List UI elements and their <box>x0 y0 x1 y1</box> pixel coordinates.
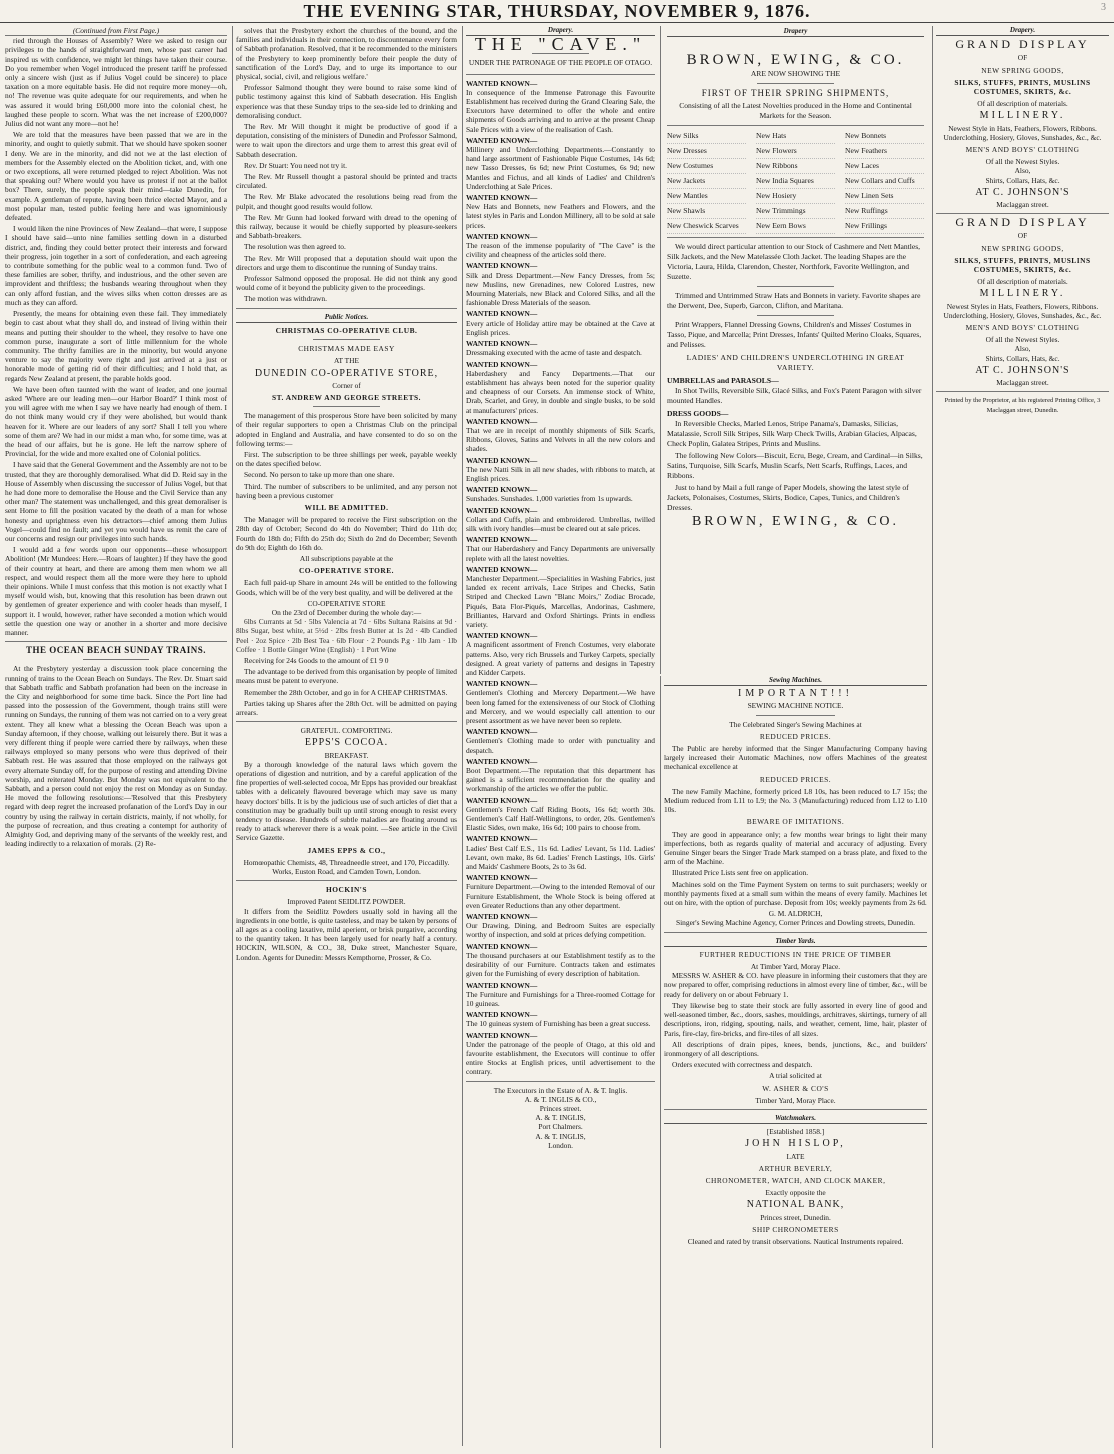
wanted-known-item <box>466 309 655 337</box>
speech-paragraph: The motion was withdrawn. <box>244 294 327 304</box>
ad-text: In Reversible Checks, Marled Lenos, Stripe Panama's, Damasks, Silicias, Matalassie, Scroll Silk Stripes, Silk Warp Check Twills, Arabian Glacies, Alpacas, Check Poplin, Galatea Stripes, Prints and Muslins. <box>667 419 917 448</box>
speech-paragraph: Professor Salmond opposed the proposal. He did not think any good would come of it beyond the publicity given to the proceedings. <box>236 274 457 293</box>
ad-line: At Timber Yard, Moray Place. <box>750 962 841 972</box>
ad-line: AT C. JOHNSON'S <box>975 186 1070 198</box>
speech-paragraph: I would liken the nine Provinces of New Zealand—that were, I suppose I should have said—unto nine families settling down in a disturbed district, and, finding they could better protect their interests and forward their progress, join together in a sort of confederation, and each agreeing to contribute something for the public weal to a common fund. Two of these families are sober, thrifty, and industrious, and the other seven are improvident and thriftless; the husbands wearing throughout when they can only afford fustian, and the wives silks when cotton dresses are as much as they can afford. <box>5 224 227 307</box>
ad-line: Newest Style in Hats, Feathers, Flowers, Ribbons. <box>948 123 1097 133</box>
ad-title: FURTHER REDUCTIONS IN THE PRICE OF TIMBER <box>699 949 892 959</box>
ad-section: DRESS GOODS— <box>667 409 729 418</box>
ad-line: [Established 1858.] <box>766 1127 825 1137</box>
ad-line: Cleaned and rated by transit observations. Nautical Instruments repaired. <box>687 1236 904 1246</box>
wanted-known-item <box>466 981 655 1009</box>
speech-paragraph: The Rev. Mr Gunn had looked forward with dread to the opening of this railway, because it would be chiefly supported by pleasure-seekers and Sabbath-breakers. <box>236 212 457 241</box>
johnson-ads <box>936 37 1109 388</box>
divider <box>5 641 227 642</box>
ad-line: All subscriptions payable at the <box>299 553 394 563</box>
ad-line: BREAKFAST. <box>324 750 369 760</box>
divider <box>757 83 834 84</box>
ad-firm: JAMES EPPS & CO., <box>307 845 386 855</box>
ad-text: They likewise beg to state their stock are fully assorted in every line of good and well-seasoned timber, &c., doors, sashes, mouldings, architraves, skirtings, turnery of all descriptions, iron, ridging, spouting, nails, and weather, cement, lime, hair, plaster of Paris, fire-clay, fire-bricks, and fire-tiles of all sizes. <box>664 1000 927 1038</box>
wanted-known-item <box>466 727 655 755</box>
item-text: Gentlemen's Clothing and Mercery Department.—We have been long famed for the extensiveness of our Stock of Clothing and Mercery, and we would especially call attention to our present assortment as we have never been so replete. <box>466 688 655 726</box>
speech-paragraph: The Rev. Mr Will proposed that a deputation should wait upon the directors and urge them to discontinue the running of Sunday trains. <box>236 253 457 272</box>
novelty-item: New Cheswick Scarves <box>667 219 746 234</box>
ad-line: Of all the Newest Styles. <box>985 157 1060 167</box>
ad-line: REDUCED PRICES. <box>759 774 832 784</box>
ad-line: WILL BE ADMITTED. <box>304 502 389 512</box>
item-heading: WANTED KNOWN— <box>466 912 538 922</box>
item-heading: WANTED KNOWN— <box>466 941 538 951</box>
ad-line: Improved Patent SEIDLITZ POWDER. <box>287 897 406 907</box>
wanted-known-item <box>466 456 655 484</box>
divider <box>756 715 835 716</box>
wanted-known-item <box>466 631 655 677</box>
novelty-item: New Mantles <box>667 189 746 204</box>
column-1 <box>2 26 230 1448</box>
item-text: Sunshades. Sunshades. 1,000 varieties from 1s upwards. <box>466 494 633 504</box>
ad-line: Shirts, Collars, Hats, &c. <box>985 175 1060 185</box>
wanted-known-item <box>466 261 655 307</box>
ad-title: BROWN, EWING, & CO. <box>686 52 905 68</box>
ad-line: AT THE <box>334 356 359 366</box>
item-heading: WANTED KNOWN— <box>466 455 538 465</box>
continued-line: (Continued from First Page.) <box>5 26 227 36</box>
wanted-known-item <box>466 485 655 503</box>
column-5 <box>932 26 1112 1448</box>
divider <box>664 1109 927 1110</box>
item-heading: WANTED KNOWN— <box>466 416 538 426</box>
speech-paragraph: We have been often taunted with the want of leader, and one journal asked 'Where are our leading men—our Harbor Board?' I think most of you will agree with me when I say we have nearly had enough of them. I do not think many would cry if they were abolished, but would thank heaven for it. Where are our leaders of any sort? Shall I tell you where some of them are? We had in our midst a man who, for some time, was at the head of our affairs, but he is gone. He left the narrow sphere of Provincial, for the wide and more exalted one of Colonial politics. <box>5 384 227 459</box>
ad-line: Princes street. <box>539 1103 582 1113</box>
wanted-known-item <box>466 193 655 230</box>
ad-text: All descriptions of drain pipes, knees, bends, junctions, &c., and builders' ironmongery of all descriptions. <box>664 1039 927 1058</box>
divider <box>313 406 379 407</box>
ad-line: OF <box>1017 231 1028 241</box>
ad-text: The management of this prosperous Store have been solicited by many of their regular supporters to open a Christmas Club on the principal adopted in England and Australia, and have consented to do so on the following terms:— <box>236 411 457 448</box>
novelty-item: New Linen Sets <box>845 189 924 204</box>
item-text: The new Natti Silk in all new shades, with ribbons to match, at English prices. <box>466 464 655 483</box>
divider <box>313 339 379 340</box>
article-body: At the Presbytery yesterday a discussion took place concerning the running of trains to the Ocean Beach on Sundays. The Rev. Dr. Stuart said that Sabbath traffic and Sabbath profanation had been on the increase in the City and neighborhood for some time back. Since the Port line had passed into the possession of the Government, though trains still were running on Sundays, the running of them was not carried on to a very great extent. They all knew what a blessing the Ocean Beach was upon a Sunday afternoon, if they choose, walking out leisurely there. But it was a very different thing if people were carried there by railways, when these railways employed so many persons who were thus deprived of their Sabbath rest. He was assured that those employed on the railways got every alternate Sunday off, for the purpose of resting and attending Divine worship, and reiterated Monday. But Monday was not equivalent to the Sabbath, and a person could not enjoy the rest on Monday as on Sunday. He moved the following resolutions:—'Resolved that this Presbytery regard with deep regret the increased profanation of the Lord's Day in our country by using the railway in certain districts, mainly, if not wholly, for the purpose of recreation, and thus creating a contempt for authority of Almighty God, and depriving many of the servants of the weekly rest, and leading indirectly to a relaxation of morals. (2) Re- <box>5 664 227 849</box>
ad-subtitle: LADIES' AND CHILDREN'S UNDERCLOTHING IN GREAT VARIETY. <box>686 353 905 372</box>
ad-line: Maclaggan street. <box>996 200 1049 210</box>
divider <box>936 213 1109 214</box>
ad-line: LATE <box>786 1151 805 1161</box>
ad-text: The new Family Machine, formerly priced L8 10s, has been reduced to L7 15s; the Medium reduced from L11 to L9; the No. 3 (Manufacturing) reduced from L12 to L10 10s. <box>664 786 927 815</box>
ad-line: Exactly opposite the <box>765 1188 826 1198</box>
item-heading: WANTED KNOWN— <box>466 679 538 689</box>
ad-line: GRAND DISPLAY <box>955 215 1090 230</box>
ad-text: Second. No person to take up more than one share. <box>244 470 395 480</box>
ad-line: GRAND DISPLAY <box>955 37 1090 52</box>
speech-paragraph: The Rev. Mr Will thought it might be productive of good if a deputation, consisting of the ministers of Dunedin and Professor Salmond, were to wait upon the directors and urge them to arrest this great evil of Sabbath desecration. <box>236 122 457 159</box>
divider <box>936 391 1109 392</box>
ad-line: SILKS, STUFFS, PRINTS, MUSLINS COSTUMES, SKIRTS, &c. <box>954 255 1091 275</box>
divider <box>236 880 457 881</box>
ad-text: Third. The number of subscribers to be unlimited, and any person not having been a previous customer <box>236 481 457 500</box>
ad-text: First. The subscription to be three shillings per week, payable weekly on the dates specified below. <box>236 449 457 469</box>
speech-paragraph: I would add a few words upon our opponents—these whosupport Abolition! (Mr Mundees: Here.—Roars of laughter.) If they have the good of their country at heart, and there are among them men whom we all respect, and would respect them all the more were they here to uphold their opinions. While I must confess that this motion is not exactly what I myself would wish, but, knowing that this resolution has been drawn out by gentlemen of greater experience and with cooler heads than myself, I support it. I would, however, rather have seconded a motion which would settle the question one way or another in a shorter and more decisive manner. <box>5 545 227 637</box>
ad-line: ARTHUR BEVERLY, <box>758 1163 833 1173</box>
item-heading: WANTED KNOWN— <box>466 359 538 369</box>
novelty-item: New Eern Bows <box>756 219 835 234</box>
item-text: The 10 guineas system of Furnishing has been a great success. <box>466 1019 651 1029</box>
ad-text: The following New Colors—Biscuit, Ecru, Bege, Cream, and Cardinal—in Silks, Satins, Turquoise, Silk Scarfs, Muslin Scarfs, Nett Scarfs, Ruffings, Laces, and Ribbons. <box>667 451 923 480</box>
ad-subtitle: CHRISTMAS MADE EASY <box>298 344 395 354</box>
ad-line: Maclaggan street. <box>996 378 1049 388</box>
ad-patronage: UNDER THE PATRONAGE OF THE PEOPLE OF OTAGO. <box>468 58 653 68</box>
item-text: That our Haberdashery and Fancy Departments are universally replete with all the latest novelties. <box>466 544 655 563</box>
speech-paragraph: ried through the Houses of Assembly? Were we asked to resign our privileges to the hands of straightforward men, whose past career had inspired us with confidence, we might let things have taken their course. Do you remember when Vogel introduced the present tariff he professed only a sincere wish (just as if Julius Vogel could be sincere) to place taxation on a more equitable basis. He did not require more money—oh, no! The revenue was quite adequate for our requirements, and when he was assured it would bring £60,000 more into the colonial chest, he laughed these people to scorn. What was the net increase of £200,000? Julius did not want any more—not he! <box>5 36 227 129</box>
wanted-known-item <box>466 796 655 833</box>
item-heading: WANTED KNOWN— <box>466 135 538 145</box>
item-heading: WANTED KNOWN— <box>466 1010 538 1020</box>
item-heading: WANTED KNOWN— <box>466 485 538 495</box>
item-text: Manchester Department.—Specialities in Washing Fabrics, just landed ex recent arrivals, Lace Stripes and Checks, Satin Striped and Checked Lawn "Blanc Moirs," Zodiac Brocade, Piqués, Bata Flor-Piqués, Marcellas, Andorinas, Cashmere, Brilliantes, Harvard and Oxford Shirtings. Prints in endless variety. <box>466 573 655 629</box>
ad-line: CO-OPERATIVE STORE. <box>298 566 395 576</box>
ad-line: Shirts, Collars, Hats, &c. <box>985 353 1060 363</box>
ad-text: Print Wrappers, Flannel Dressing Gowns, Children's and Misses' Costumes in Tasso, Pique, and Marcella; Print Dresses, Infants' Quilted Merino Cloaks, Squares, and Pelisses. <box>667 320 922 349</box>
wanted-known-item <box>466 339 655 357</box>
novelty-item: New Jackets <box>667 174 746 189</box>
ad-text: MESSRS W. ASHER & CO. have pleasure in informing their customers that they are now prepared to offer, comprising reductions in almost every line of timber, &c., will be ready for delivery on or about February 1. <box>664 971 927 999</box>
item-heading: WANTED KNOWN— <box>466 505 538 515</box>
ad-signature: A. & T. INGLIS, <box>535 1131 586 1141</box>
section-header: Drapery <box>667 26 924 37</box>
ad-text: By a thorough knowledge of the natural laws which govern the operations of digestion and nutrition, and by a careful application of the fine properties of well-selected cocoa, Mr Epps has provided our breakfast tables with a delicately flavoured beverage which may save us many heavy doctors' bills. It is by the judicious use of such articles of diet that a constitution may be gradually built up until strong enough to resist every tendency to disease. Hundreds of subtle maladies are floating around us ready to attack wherever there is a weak point. —See article in the Civil Service Gazette. <box>236 759 457 843</box>
item-heading: WANTED KNOWN— <box>466 834 538 844</box>
section-header: Drapery. <box>466 26 655 36</box>
novelty-item: New Shawls <box>667 204 746 219</box>
ad-line: GRATEFUL. COMFORTING. <box>300 726 393 736</box>
novelty-item: New Flowers <box>756 144 835 159</box>
novelty-item: New Dresses <box>667 144 746 159</box>
ad-line: AT C. JOHNSON'S <box>975 364 1070 376</box>
item-text: Gentlemen's French Calf Riding Boots, 16s 6d; worth 30s. Gentlemen's Calf Half-Wellingtons, to order, 20s. Gentlemen's Elastic Sides, own make, 16s 6d; 100 pairs to choose from. <box>466 804 655 833</box>
ad-line: NEW SPRING GOODS, <box>981 65 1064 75</box>
speech-paragraph: The resolution was then agreed to. <box>244 242 346 252</box>
ad-items <box>466 79 655 1077</box>
ad-line: Of all description of materials. <box>977 277 1068 287</box>
ad-line: Port Chalmers. <box>538 1122 583 1132</box>
ad-line: Princes street, Dunedin. <box>760 1212 831 1222</box>
novelty-item: New Collars and Cuffs <box>845 174 924 189</box>
ad-line: Underclothing, Hosiery, Gloves, Sunshades, &c., &c. <box>943 132 1102 142</box>
item-heading: WANTED KNOWN— <box>466 231 538 241</box>
item-text: Collars and Cuffs, plain and embroidered. Umbrellas, twilled silk with ivory handles—must be cleared out at sale prices. <box>466 514 655 533</box>
item-text: Furniture Department.—Owing to the intended Removal of our Furniture Establishment, the Whole Stock is being offered at even Greater Reductions than any other department. <box>466 882 655 910</box>
ad-store-name: DUNEDIN CO-OPERATIVE STORE, <box>254 367 439 379</box>
ad-line: Timber Yard, Moray Place. <box>755 1095 836 1105</box>
speech-paragraph: Rev. Dr Stuart: You need not try it. <box>244 160 347 170</box>
ad-title: JOHN HISLOP, <box>745 1138 846 1150</box>
novelty-item: New Ruffings <box>845 204 924 219</box>
divider <box>236 308 457 309</box>
ad-text: They are good in appearance only; a few months wear brings to light their many imperfections, both as regards quality of material and accuracy of adjusting. Every Genuine Singer bears the Singer Trade Mark stamped on a brass plate, and fixed to the arm of the Machine. <box>664 829 927 867</box>
divider <box>757 286 834 287</box>
item-heading: WANTED KNOWN— <box>466 535 538 545</box>
novelty-item: New Ribbons <box>756 159 835 174</box>
ad-line: CHRONOMETER, WATCH, AND CLOCK MAKER, <box>705 1175 886 1185</box>
item-heading: WANTED KNOWN— <box>466 564 538 574</box>
brown-ewing-ad <box>660 26 930 674</box>
divider <box>664 932 927 933</box>
ad-line: A trial solicited at <box>769 1071 822 1081</box>
speech-paragraph: Presently, the means for obtaining even these fail. They immediately begin to cast about what they shall do, and instead of living within their means and putting their shoulder to the wheel, they resolve to have one common purse, inaugurate a sort of little millennium for the whole community. The thrifty families are in the minority, but would anyone venture to say the majority were right and just arrived at a just or honorable mode of getting rid of their difficulties; and I hold that, as regards New Zealand at present, the parable holds good. <box>5 309 227 383</box>
ad-line: OF <box>1017 53 1028 63</box>
ad-line: On the 23rd of December during the whole day:— <box>271 607 422 617</box>
item-heading: WANTED KNOWN— <box>466 631 538 641</box>
item-heading: WANTED KNOWN— <box>466 193 538 203</box>
ad-line: BEWARE OF IMITATIONS. <box>746 817 845 827</box>
wanted-known-item <box>466 1010 655 1028</box>
ad-line: REDUCED PRICES. <box>759 731 832 741</box>
johnson-ad <box>936 37 1109 210</box>
ad-line: Homœopathic Chemists, 48, Threadneedle street, and 170, Piccadilly. Works, Euston Road, and Camden Town, London. <box>243 857 450 877</box>
item-text: The reason of the immense popularity of "The Cave" is the civility and cheapness of the articles sold there. <box>466 241 655 260</box>
ad-line: The Executors in the Estate of A. & T. Inglis. <box>493 1085 628 1095</box>
novelty-item: New Frillings <box>845 219 924 234</box>
wanted-known-item <box>466 679 655 725</box>
article-heading: THE OCEAN BEACH SUNDAY TRAINS. <box>26 645 206 656</box>
speech-paragraph: We are told that the measures have been passed that we are in the minority, and ought to quietly submit. That we should have spoken sooner I deny. We are in the minority, and did not we at the last election of members for the Assembly elected on the Abolition ticket, and, with one or two exceptions, all were returned pledged to reject Abolition. Was not that speaking out? Where would you have us protest if not at the ballot box? There, surely, the people speak their mind—take Dunedin, for example. A gentleman of repute, having been thrice elected Mayor, and a most popular man, tested public feeling here and was ignominiously defeated. <box>5 130 227 223</box>
speech-paragraph: The Rev. Mr Blake advocated the resolutions being read from the pulpit, and thought good results would follow. <box>236 192 457 211</box>
ad-text: The Public are hereby informed that the Singer Manufacturing Company having largely increased their Automatic Machines, now offers Machines of the greatest mechanical excellence at <box>664 744 927 772</box>
ad-address: ST. ANDREW AND GEORGE STREETS. <box>271 392 422 402</box>
ad-line: Also, <box>1014 344 1031 354</box>
ad-text: Each full paid-up Share in amount 24s will be entitled to the following Goods, which will be of the very best quality, and will be delivered at the <box>236 578 457 597</box>
ad-text: Receiving for 24s Goods to the amount of £1 9 0 <box>244 655 389 665</box>
ad-text: Orders executed with correctness and despatch. <box>672 1060 813 1070</box>
speech-paragraph: Professor Salmond thought they were bound to raise some kind of public testimony against this kind of Sabbath desecration. His English experience was that these Sunday trips to the sea-side led to drinking and demoralising conduct. <box>236 83 457 120</box>
wanted-known-item <box>466 1031 655 1077</box>
item-text: New Hats and Bonnets, new Feathers and Flowers, and the latest styles in Paris and London Millinery, all to be sold at sale prices. <box>466 202 655 230</box>
ad-signature: G. M. ALDRICH, <box>768 909 823 919</box>
ad-signature: A. & T. INGLIS, <box>535 1113 586 1123</box>
ad-text: Machines sold on the Time Payment System on terms to suit purchasers; weekly or monthly payments fixed at a small sum within the means of every family. Machines let out on hire, with the option of purchase. Deposit from 10s; weekly payments from 2s 6d. <box>664 879 927 908</box>
newspaper-title: THE EVENING STAR, THURSDAY, NOVEMBER 9, 1876. <box>303 1 811 21</box>
column-4-lower <box>660 676 930 1448</box>
section-header: Drapery. <box>936 26 1109 36</box>
section-header: Timber Yards. <box>664 937 927 947</box>
speech-paragraph: I have said that the General Government and the Assembly are not to be trusted, that they are thoroughly demoralised. What did D. Reid say in the House of Assembly when discussing the successor of Julius Vogel, but that he had done more to demoralise the House and the Civil Service than any other man? The statement was unchallenged, and this great demoraliser is sent Home to fill the position vacated by the death of a man for whose honesty and uprightness even his detractors—chief among them Julius Vogel—could find no fault; and yet you would have us remit the care of our concerns and resign our privileges into such hands. <box>5 460 227 543</box>
ad-text: Just to hand by Mail a full range of Paper Models, showing the latest style of Jackets, Polonaises, Costumes, Skirts, Bodice, Capes, Tunics, and Children's Dresses. <box>667 483 909 512</box>
item-heading: WANTED KNOWN— <box>466 873 538 883</box>
ad-line: SILKS, STUFFS, PRINTS, MUSLINS COSTUMES, SKIRTS, &c. <box>954 77 1091 97</box>
ad-title: EPPS'S COCOA. <box>304 737 389 749</box>
ad-title: CHRISTMAS CO-OPERATIVE CLUB. <box>275 325 418 335</box>
ad-line: SEWING MACHINE NOTICE. <box>747 701 844 711</box>
ad-text: The advantage to be derived from this organisation by people of limited means must be patent to everyone. <box>236 667 457 686</box>
item-text: Boot Department.—The reputation that this department has gained is a sufficient recommendation for the quality and workmanship of the articles we offer the public. <box>466 766 655 794</box>
johnson-ad <box>936 215 1109 388</box>
item-heading: WANTED KNOWN— <box>466 339 538 349</box>
item-text: Under the patronage of the people of Otago, at this old and favourite establishment, the Executors will continue to offer entire Stocks at English prices, until advertisement to the contrary. <box>466 1039 655 1077</box>
wanted-known-item <box>466 535 655 563</box>
ad-line: Newest Styles in Hats, Feathers, Flowers, Ribbons. <box>946 301 1099 311</box>
wanted-known-item <box>466 360 655 415</box>
ad-line: CO-OPERATIVE STORE <box>307 598 386 608</box>
divider <box>83 659 150 660</box>
divider <box>466 74 655 75</box>
section-header: Public Notices. <box>236 313 457 323</box>
ad-line: NEW SPRING GOODS, <box>981 243 1064 253</box>
masthead <box>0 0 1114 23</box>
ad-line: ARE NOW SHOWING THE <box>750 69 841 78</box>
goods-list: 6lbs Currants at 5d · 5lbs Valencia at 7d · 6lbs Sultana Raisins at 9d · 8lbs Sugar, best white, at 5½d · 2lbs fresh Butter at 1s 2d · 4lb Candied Peel · 2oz Spice · 2lb Best Tea · 6lb Flour · 2 Pounds P.g · 1lb Jam · 1lb Coffee · 1 Bottle Ginger Wine (English) · 1 Port Wine <box>236 617 457 654</box>
item-heading: WANTED KNOWN— <box>466 261 538 271</box>
ad-title: HOCKIN'S <box>326 885 367 895</box>
divider <box>236 721 457 722</box>
novelty-item: New Silks <box>667 129 746 144</box>
section-header: Watchmakers. <box>664 1114 927 1124</box>
novelty-item: New Hosiery <box>756 189 835 204</box>
wanted-known-item <box>466 942 655 979</box>
ad-text: Remember the 28th October, and go in for A CHEAP CHRISTMAS. <box>244 687 448 697</box>
novelty-item: New Feathers <box>845 144 924 159</box>
ad-text: The Manager will be prepared to receive the First subscription on the 28th day of October; Second do 4th do November; Third do 11th do; Fourth do 18th do; Fifth do 25th do; Sixth do 2nd do December; Seventh do 9th do; Eighth do 16th do. <box>236 515 457 552</box>
novelty-item: New Hats <box>756 129 835 144</box>
ad-text: Parties taking up Shares after the 28th Oct. will be admitted on paying arrears. <box>236 698 457 717</box>
ad-section: UMBRELLAS and PARASOLS— <box>667 376 779 385</box>
wanted-known-item <box>466 79 655 134</box>
speech-paragraph: The Rev. Mr Russell thought a pastoral should be printed and tracts circulated. <box>236 172 457 191</box>
wanted-known-item <box>466 912 655 940</box>
item-text: The thousand purchasers at our Establishment testify as to the desirability of our Furniture. Contracts taken and estimates given for the Furnishing of every description of habitation. <box>466 950 655 979</box>
ad-line: Consisting of all the Latest Novelties produced in the Home and Continental Markets for the Season. <box>679 101 912 120</box>
column-3 <box>462 26 658 1446</box>
wanted-known-item <box>466 506 655 534</box>
ad-line: MEN'S AND BOYS' CLOTHING <box>965 323 1080 333</box>
item-text: Dressmaking executed with the acme of taste and despatch. <box>466 348 642 358</box>
item-text: Haberdashery and Fancy Departments.—That our establishment has always been noted for the superior quality and cheapness of our Corsets. An immense stock of White, Drab, Scarlet, and Grey, in double and single busks, to be sold at manufacturers' prices. <box>466 368 655 415</box>
item-heading: WANTED KNOWN— <box>466 309 538 319</box>
ad-line: London. <box>548 1140 573 1150</box>
novelty-item: New India Squares <box>756 174 835 189</box>
wanted-known-item <box>466 834 655 871</box>
ad-line: NATIONAL BANK, <box>746 1199 845 1211</box>
ad-line: Of all description of materials. <box>977 99 1068 109</box>
ad-text: It differs from the Seidlitz Powders usually sold in having all the ingredients in one bottle, is quite tasteless, and may be taken by persons of all ages as a cooling laxative, mild aperient, or brisk purgative, according to the quantity taken. It has been largely used for nearly half a century. HOCKIN, WILSON, & CO., 38, Duke street, Manchester Square, London. Agents for Dunedin: Messrs Kempthorne, Prosser, & Co. <box>236 906 457 962</box>
item-text: Our Drawing, Dining, and Bedroom Suites are especially worthy of inspection, and sold at prices defying competition. <box>466 921 655 940</box>
item-text: Ladies' Best Calf E.S., 11s 6d. Ladies' Levant, 5s 11d. Ladies' Levant, own make, 8s 6d. Ladies' French Lastings, 10s. Girls' and Maids' Cashmere Boots, 2s to 3s 6d. <box>466 843 655 872</box>
item-text: That we are in receipt of monthly shipments of Silk Scarfs, Ribbons, Gloves, Satins and Velvets in all the new colors and shades. <box>466 425 655 454</box>
novelties-grid <box>667 125 924 238</box>
ad-line: MILLINERY. <box>979 110 1066 122</box>
novelty-item: New Costumes <box>667 159 746 174</box>
item-text: Gentlemen's Clothing made to order with punctuality and despatch. <box>466 736 655 755</box>
wanted-known-item <box>466 136 655 191</box>
item-text: A magnificent assortment of French Costumes, very elaborate patterns. Also, very rich Brussels and Turkey Carpets, specially designed. A great variety of patterns and designs in Tapestry and Kidder Carpets. <box>466 640 655 677</box>
ad-line: MILLINERY. <box>979 288 1066 300</box>
ad-text: We would direct particular attention to our Stock of Cashmere and Nett Mantles, Silk Jackets, and the New Matelassée Cloth Jacket. The leading Shapes are the Victoria, Laura, Hilda, Clarendon, Chester, Northfork, Favorite Wellington, and Suzette. <box>667 242 921 281</box>
ad-signature: W. ASHER & CO'S <box>762 1083 829 1093</box>
ad-text: In Shot Twills, Reversible Silk, Glacé Silks, and Fox's Patent Paragon with silver mounted Handles. <box>667 386 922 405</box>
wanted-known-item <box>466 232 655 260</box>
wanted-known-item <box>466 565 655 629</box>
ad-signature: A. & T. INGLIS & CO., <box>524 1094 597 1104</box>
item-heading: WANTED KNOWN— <box>466 1030 538 1040</box>
item-text: Every article of Holiday attire may be obtained at the Cave at English prices. <box>466 318 655 337</box>
item-heading: WANTED KNOWN— <box>466 727 538 737</box>
ad-line: Of all the Newest Styles. <box>985 335 1060 345</box>
item-text: The Furniture and Furnishings for a Three-roomed Cottage for 10 guineas. <box>466 989 655 1008</box>
item-heading: WANTED KNOWN— <box>466 795 538 805</box>
speech-paragraph: solves that the Presbytery exhort the churches of the bound, and the families and individuals in their connection, to discountenance every form of Sabbath profanation. Resolved, that it be recommended to the ministers of the Presbytery to keep prominently before their people the duty of sanctification of the Lord's Day, and to urge its importance to our physical, social, civil, and religious welfare.' <box>236 26 457 82</box>
ad-title: IMPORTANT!!! <box>738 688 853 700</box>
column-2 <box>232 26 460 1448</box>
item-text: In consequence of the Immense Patronage this Favourite Establishment has received during the Grand Clearing Sale, the Executors have determined to offer the whole and entire shipments of Goods arriving and to arrive at the present Cheap Sale Prices with a view of the realisation of Cash. <box>466 87 655 134</box>
ad-text: Trimmed and Untrimmed Straw Hats and Bonnets in variety. Favorite shapes are the Derwent, Dee, Superb, Garcon, Clifton, and Maritana. <box>667 291 921 310</box>
ad-title: THE "CAVE." <box>474 34 647 55</box>
item-heading: WANTED KNOWN— <box>466 78 538 88</box>
ad-line: MEN'S AND BOYS' CLOTHING <box>965 145 1080 155</box>
item-heading: WANTED KNOWN— <box>466 980 538 990</box>
ad-subtitle: FIRST OF THEIR SPRING SHIPMENTS, <box>701 88 890 98</box>
ad-line: The Celebrated Singer's Sewing Machines at <box>729 719 862 729</box>
ad-line: SHIP CHRONOMETERS <box>752 1224 839 1234</box>
imprint: Printed by the Proprietor, at his registered Printing Office, 3 Maclaggan street, Dunedin. <box>944 397 1101 414</box>
section-header: Sewing Machines. <box>664 676 927 686</box>
ad-signature: BROWN, EWING, & CO. <box>691 514 900 529</box>
novelty-item: New Bonnets <box>845 129 924 144</box>
item-text: Millinery and Underclothing Departments.—Constantly to hand large assortment of Fashionable Pique Costumes, 14s 6d; new Tasso Dresses, 6s 6d; new Print Costumes, 6s 9d; new Mantles and Fichus, and all kinds of Ladies' and Children's Underclothing at Sale Prices. <box>466 145 655 191</box>
ad-text: Illustrated Price Lists sent free on application. <box>672 868 809 878</box>
wanted-known-item <box>466 417 655 454</box>
ad-line: Also, <box>1014 166 1031 176</box>
novelty-item: New Trimmings <box>756 204 835 219</box>
item-text: Silk and Dress Department.—New Fancy Dresses, from 5s; new Muslins, new Grenadines, new Colored Lustres, new Mourning Materials, new Black and Colored Silks, and all the fashionable Dress Materials of the season. <box>466 270 655 308</box>
ad-line: Underclothing, Hosiery, Gloves, Sunshades, &c., &c. <box>943 310 1102 320</box>
wanted-known-item <box>466 757 655 794</box>
novelty-item: New Laces <box>845 159 924 174</box>
item-heading: WANTED KNOWN— <box>466 756 538 766</box>
page-number: 3 <box>1101 2 1106 13</box>
ad-line: Singer's Sewing Machine Agency, Corner Princes and Dowling streets, Dunedin. <box>676 918 915 928</box>
divider <box>757 315 834 316</box>
wanted-known-item <box>466 873 655 910</box>
divider <box>466 1081 655 1082</box>
ad-line: Corner of <box>332 380 361 390</box>
